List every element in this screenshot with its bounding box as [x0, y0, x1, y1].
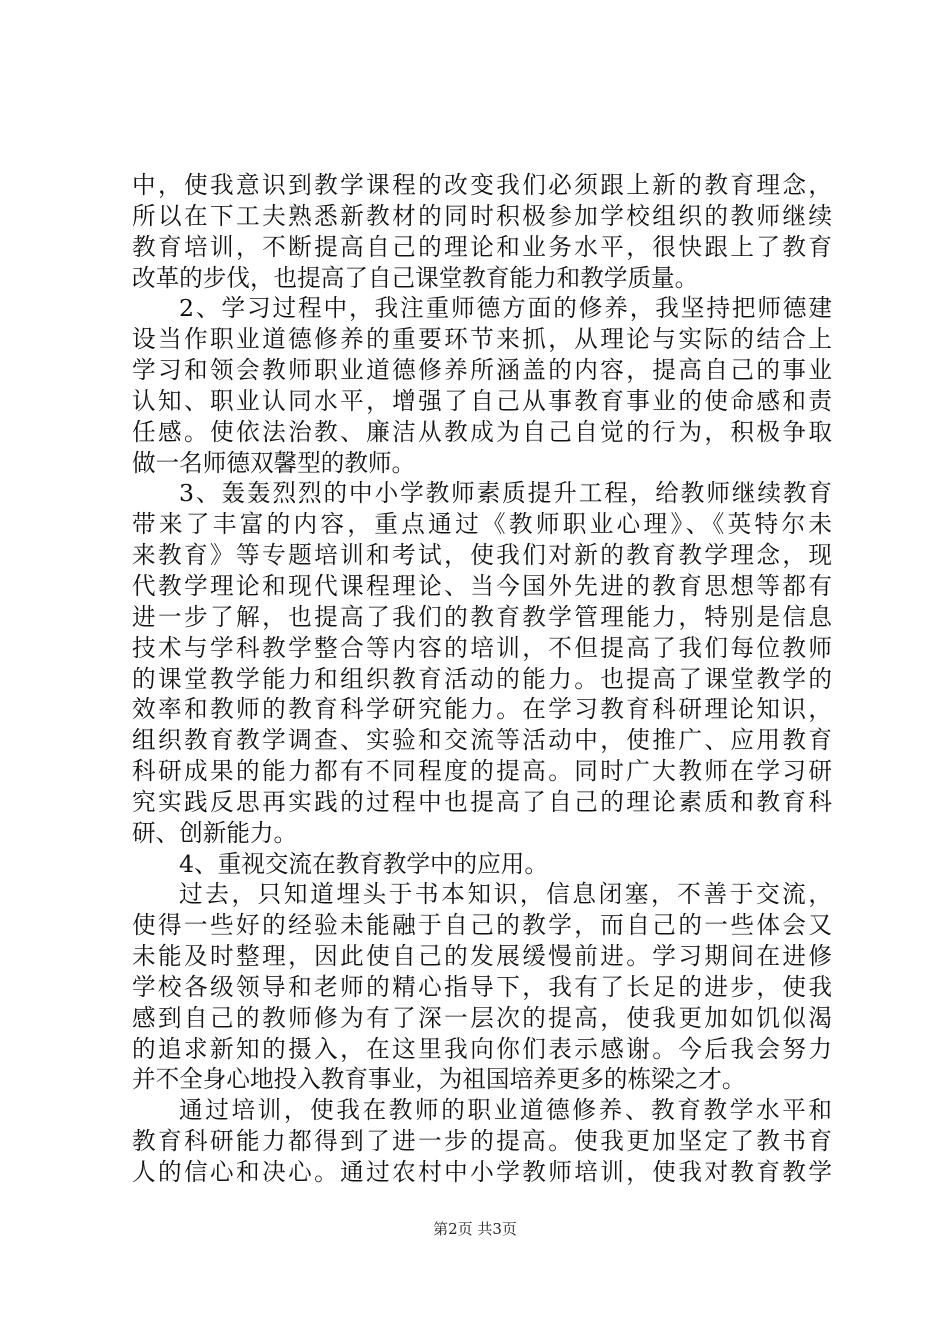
text-line: 人的信心和决心。通过农村中小学教师培训，使我对教育教学	[132, 1158, 832, 1186]
page-footer: 第2页 共3页	[433, 1220, 517, 1238]
text-line: 效率和教师的教育科学研究能力。在学习教育科研理论知识，	[132, 695, 832, 724]
text-line: 代教学理论和现代课程理论、当今国外先进的教育思想等都有	[132, 571, 832, 600]
text-line: 进一步了解，也提高了我们的教育教学管理能力，特别是信息	[132, 602, 832, 631]
text-line: 所以在下工夫熟悉新教材的同时积极参加学校组织的教师继续	[132, 201, 832, 230]
document-body	[132, 170, 832, 1188]
text-line: 教育培训，不断提高自己的理论和业务水平，很快跟上了教育	[132, 232, 832, 261]
text-line: 过去，只知道埋头于书本知识，信息闭塞，不善于交流，	[179, 880, 832, 909]
text-line: 究实践反思再实践的过程中也提高了自己的理论素质和教育科	[132, 787, 832, 816]
text-line: 4、重视交流在教育教学中的应用。	[179, 849, 548, 878]
text-line: 任感。使依法治教、廉洁从教成为自己自觉的行为，积极争取	[132, 417, 832, 446]
text-line: 改革的步伐，也提高了自己课堂教育能力和教学质量。	[132, 263, 699, 292]
text-line: 感到自己的教师修为有了深一层次的提高，使我更加如饥似渴	[132, 1003, 832, 1032]
text-line: 使得一些好的经验未能融于自己的教学，而自己的一些体会又	[132, 911, 832, 940]
text-line: 认知、职业认同水平，增强了自己从事教育事业的使命感和责	[132, 386, 832, 415]
text-line: 并不全身心地投入教育事业，为祖国培养更多的栋梁之才。	[132, 1065, 746, 1094]
text-line: 技术与学科教学整合等内容的培训，不但提高了我们每位教师	[132, 633, 832, 662]
text-line: 的追求新知的摄入，在这里我向你们表示感谢。今后我会努力	[132, 1034, 832, 1063]
text-line: 研、创新能力。	[132, 818, 298, 847]
text-line: 学校各级领导和老师的精心指导下，我有了长足的进步，使我	[132, 972, 832, 1001]
text-line: 设当作职业道德修养的重要环节来抓，从理论与实际的结合上	[132, 325, 832, 354]
text-line: 组织教育教学调查、实验和交流等活动中，使推广、应用教育	[132, 726, 832, 755]
text-line: 科研成果的能力都有不同程度的提高。同时广大教师在学习研	[132, 757, 832, 786]
text-line: 未能及时整理，因此使自己的发展缓慢前进。学习期间在进修	[132, 942, 832, 971]
text-line: 中，使我意识到教学课程的改变我们必须跟上新的教育理念，	[132, 171, 832, 199]
text-line: 来教育》等专题培训和考试，使我们对新的教育教学理念，现	[132, 541, 832, 570]
text-line: 2、学习过程中，我注重师德方面的修养，我坚持把师德建	[179, 294, 832, 323]
text-line: 做一名师德双馨型的教师。	[132, 448, 416, 477]
text-line: 通过培训，使我在教师的职业道德修养、教育教学水平和	[179, 1096, 832, 1125]
text-line: 教育科研能力都得到了进一步的提高。使我更加坚定了教书育	[132, 1127, 832, 1156]
text-line: 学习和领会教师职业道德修养所涵盖的内容，提高自己的事业	[132, 356, 832, 385]
text-line: 3、轰轰烈烈的中小学教师素质提升工程，给教师继续教育	[179, 479, 832, 508]
text-line: 带来了丰富的内容，重点通过《教师职业心理》、《英特尔未	[132, 510, 832, 539]
text-line: 的课堂教学能力和组织教育活动的能力。也提高了课堂教学的	[132, 664, 832, 693]
